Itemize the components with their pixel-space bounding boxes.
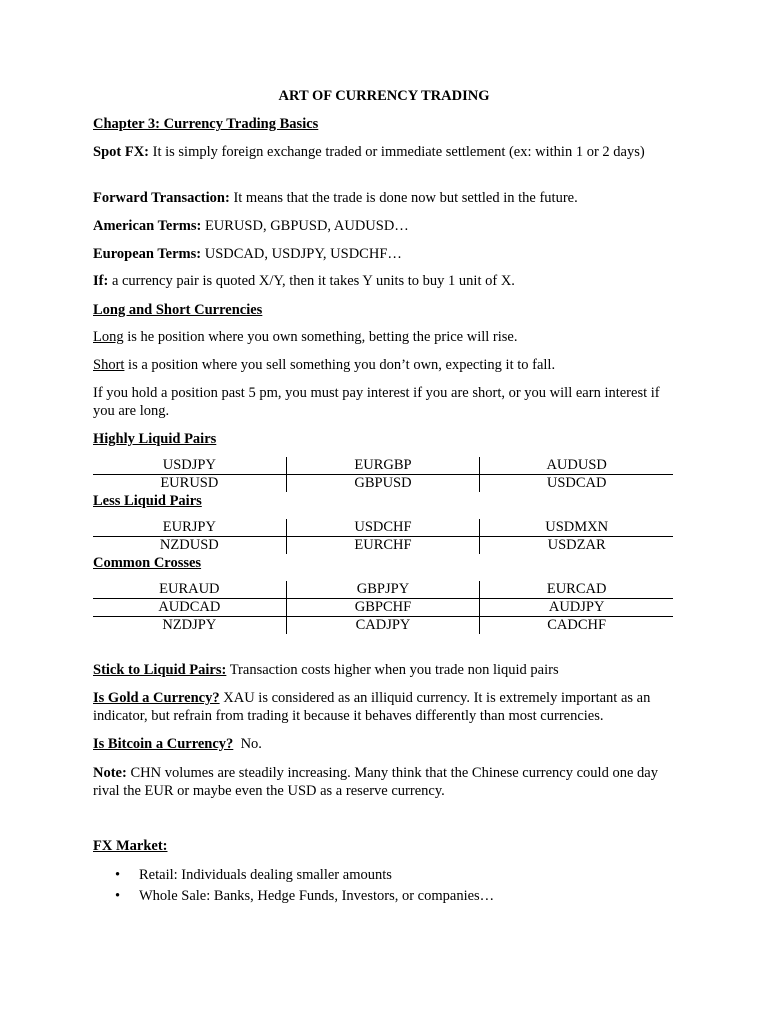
table-cell: AUDUSD [480,457,673,475]
table-row [93,537,673,555]
table-row [93,519,673,537]
european-terms-paragraph [93,245,673,263]
short-term: Short [93,357,125,373]
spot-fx-label: Spot FX: [93,144,149,160]
table-cell: EURJPY [162,519,216,535]
stick-text: Transaction costs higher when you trade non liquid pairs [226,662,559,678]
table-row [93,599,673,617]
table-cell: EURUSD [93,475,286,493]
list-item-text: Whole Sale: Banks, Hedge Funds, Investors, or companies… [139,888,495,904]
short-text: is a position where you sell something you don’t own, expecting it to fall. [124,357,556,373]
list-item [93,866,673,887]
table-cell: GBPUSD [286,475,480,493]
bitcoin-label: Is Bitcoin a Currency? [93,736,234,752]
forward-text: It means that the trade is done now but settled in the future. [229,190,578,206]
short-paragraph [93,356,673,374]
table-cell: AUDJPY [480,599,673,617]
note-text: CHN volumes are steadily increasing. Many think that the Chinese currency could one day rival the EUR or maybe even the USD as a reserve currency. [93,765,658,799]
stick-paragraph [93,661,673,679]
american-terms-text: EURUSD, GBPUSD, AUDUSD… [201,218,409,234]
long-short-heading: Long and Short Currencies [93,302,263,318]
if-paragraph [93,272,673,290]
gold-label: Is Gold a Currency? [93,690,220,706]
table-cell: CADCHF [480,617,673,635]
table-cell: GBPJPY [286,581,480,599]
table-cell: NZDJPY [93,617,286,635]
list-item [93,887,673,908]
table-cell: GBPCHF [286,599,480,617]
table-row [93,475,673,493]
table-cell: EURCAD [480,581,673,599]
american-terms-label: American Terms: [93,218,202,234]
european-terms-text: USDCAD, USDJPY, USDCHF… [201,246,402,262]
gold-paragraph [93,689,673,725]
table-cell: CADJPY [286,617,480,635]
long-paragraph [93,328,673,346]
table-cell: USDCAD [480,475,673,493]
spot-fx-paragraph [93,143,673,161]
list-item-text: Retail: Individuals dealing smaller amounts [139,867,392,883]
table-cell: NZDUSD [93,537,286,555]
highly-liquid-heading: Highly Liquid Pairs [93,431,217,447]
stick-label: Stick to Liquid Pairs: [93,662,227,678]
chapter-heading: Chapter 3: Currency Trading Basics [93,116,319,132]
highly-liquid-table [93,457,673,492]
less-liquid-heading: Less Liquid Pairs [93,493,202,509]
long-text: is he position where you own something, betting the price will rise. [123,329,518,345]
if-label: If: [93,273,109,289]
bullet-icon: • [115,888,121,904]
table-cell: USDCHF [286,519,480,537]
fx-market-list [93,866,673,908]
american-terms-paragraph [93,217,673,235]
document-title: ART OF CURRENCY TRADING [278,88,490,104]
bitcoin-paragraph [93,735,673,753]
forward-paragraph [93,189,673,207]
table-row [93,457,673,475]
table-row [93,617,673,635]
bullet-icon: • [115,867,121,883]
note-label: Note: [93,765,127,781]
table-cell: USDZAR [480,537,673,555]
common-crosses-heading: Common Crosses [93,555,202,571]
table-cell: EURCHF [286,537,480,555]
table-cell: EURAUD [159,581,220,597]
common-crosses-table [93,581,673,634]
if-text: a currency pair is quoted X/Y, then it takes Y units to buy 1 unit of X. [108,273,515,289]
note-paragraph [93,764,673,800]
table-row [93,581,673,599]
long-term: Long [93,329,124,345]
table-cell: USDJPY [162,457,216,473]
table-cell: AUDCAD [93,599,286,617]
table-cell: USDMXN [480,519,673,537]
gold-text: XAU is considered as an illiquid currency. It is extremely important as an indicator, but refrain from trading it because it behaves differently than most currencies. [93,690,651,724]
bitcoin-text: No. [233,736,262,752]
table-cell: EURGBP [286,457,480,475]
forward-label: Forward Transaction: [93,190,230,206]
interest-paragraph: If you hold a position past 5 pm, you must pay interest if you are short, or you will earn interest if you are long. [93,385,660,419]
european-terms-label: European Terms: [93,246,202,262]
spot-fx-text: It is simply foreign exchange traded or immediate settlement (ex: within 1 or 2 days) [149,144,645,160]
fx-market-heading: FX Market: [93,838,168,854]
less-liquid-table [93,519,673,554]
